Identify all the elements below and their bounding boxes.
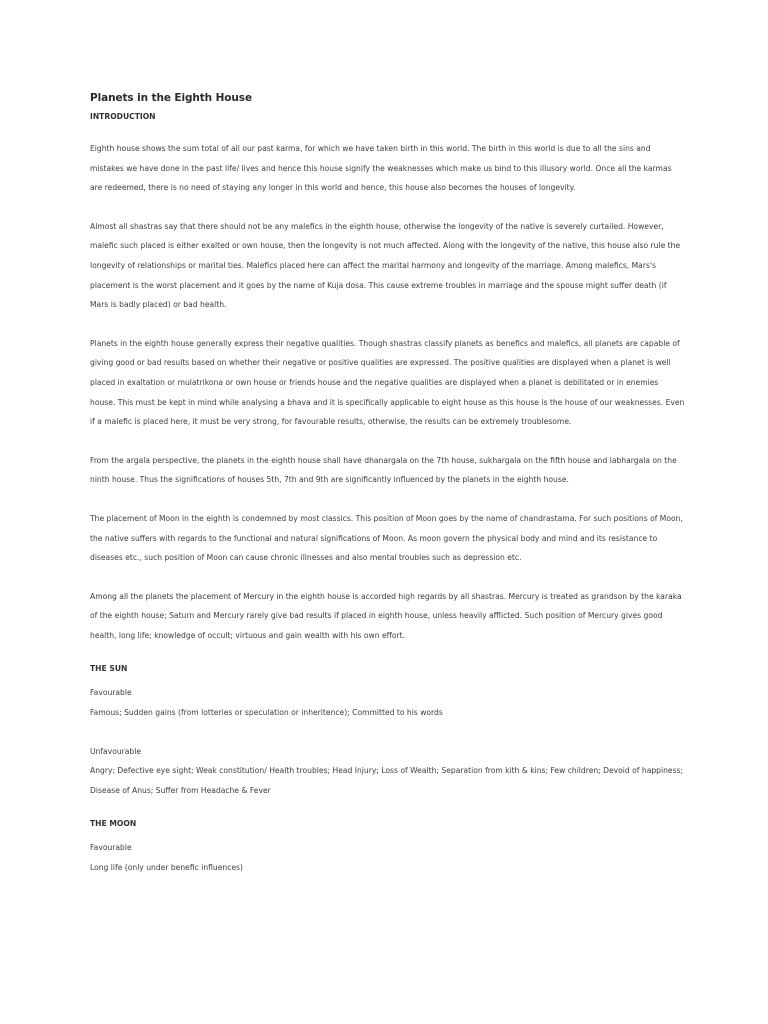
sun-unfavourable-label: Unfavourable <box>90 746 142 756</box>
document-page <box>90 92 686 878</box>
document-title: Planets in the Eighth House <box>90 92 252 104</box>
sun-unfavourable-text: Angry; Defective eye sight; Weak constitution/ Health troubles; Head Injury; Loss of Wealth; Separation from kith & kins; Few children; Devoid of happiness; Disease of Anus; Suffer from Headache & Fever <box>90 766 684 795</box>
paragraph: Eighth house shows the sum total of all our past karma, for which we have taken birth in this world. The birth in this world is due to all the sins and mistakes we have done in the past life/ lives and hence this house signify the weaknesses which make us bind to this illusory world. Once all the karmas are redeemed, there is no need of staying any longer in this world and hence, this house also becomes the houses of longevity. <box>90 144 672 193</box>
introduction-heading: INTRODUCTION <box>90 112 156 121</box>
sun-favourable-text: Famous; Sudden gains (from lotteries or speculation or inheritence); Committed to his words <box>90 708 443 718</box>
paragraph: From the argala perspective, the planets in the eighth house shall have dhanargala on the 7th house, sukhargala on the fifth house and labhargala on the ninth house. Thus the significations of houses 5th, 7th and 9th are significantly influenced by the planets in the eighth house. <box>90 455 677 485</box>
sun-heading: THE SUN <box>90 664 128 674</box>
paragraph: The placement of Moon in the eighth is condemned by most classics. This position of Moon goes by the name of chandrastama. For such positions of Moon, the native suffers with regards to the functional and natural significations of Moon. As moon govern the physical body and mind and its resistance to diseases etc., such position of Moon can cause chronic illnesses and also mental troubles such as depression etc. <box>90 513 683 563</box>
moon-favourable-label: Favourable <box>90 843 132 853</box>
moon-heading: THE MOON <box>90 819 137 829</box>
sun-favourable-label: Favourable <box>90 688 132 698</box>
moon-favourable-text: Long life (only under benefic influences) <box>90 863 243 873</box>
sun-section <box>90 664 686 800</box>
paragraph: Planets in the eighth house generally express their negative qualities. Though shastras classify planets as benefics and malefics, all planets are capable of giving good or bad results based on whether their negative or positive qualities are expressed. The positive qualities are displayed when a planet is well placed in exaltation or mulatrikona or own house or friends house and the negative qualities are displayed when a planet is debilitated or in enemies house. This must be kept in mind while analysing a bhava and it is specifically applicable to eight house as this house is the house of our weaknesses. Even if a malefic is placed here, it must be very strong, for favourable results, otherwise, the results can be extremely troublesome. <box>90 338 685 427</box>
paragraph: Almost all shastras say that there should not be any malefics in the eighth house, otherwise the longevity of the native is severely curtailed. However, malefic such placed is either exalted or own house, then the longevity is not much affected. Along with the longevity of the native, this house also rule the longevity of relationships or marital ties. Malefics placed here can affect the marital harmony and longevity of the marriage. Among malefics, Mars's placement is the worst placement and it goes by the name of Kuja dosa. This cause extreme troubles in marriage and the spouse might suffer death (if Mars is badly placed) or bad health. <box>90 221 681 310</box>
moon-section <box>90 819 686 877</box>
paragraph: Among all the planets the placement of Mercury in the eighth house is accorded high regards by all shastras. Mercury is treated as grandson by the karaka of the eighth house; Saturn and Mercury rarely give bad results if placed in eighth house, unless heavily afflicted. Such position of Mercury gives good health, long life; knowledge of occult; virtuous and gain wealth with his own effort. <box>90 591 682 640</box>
